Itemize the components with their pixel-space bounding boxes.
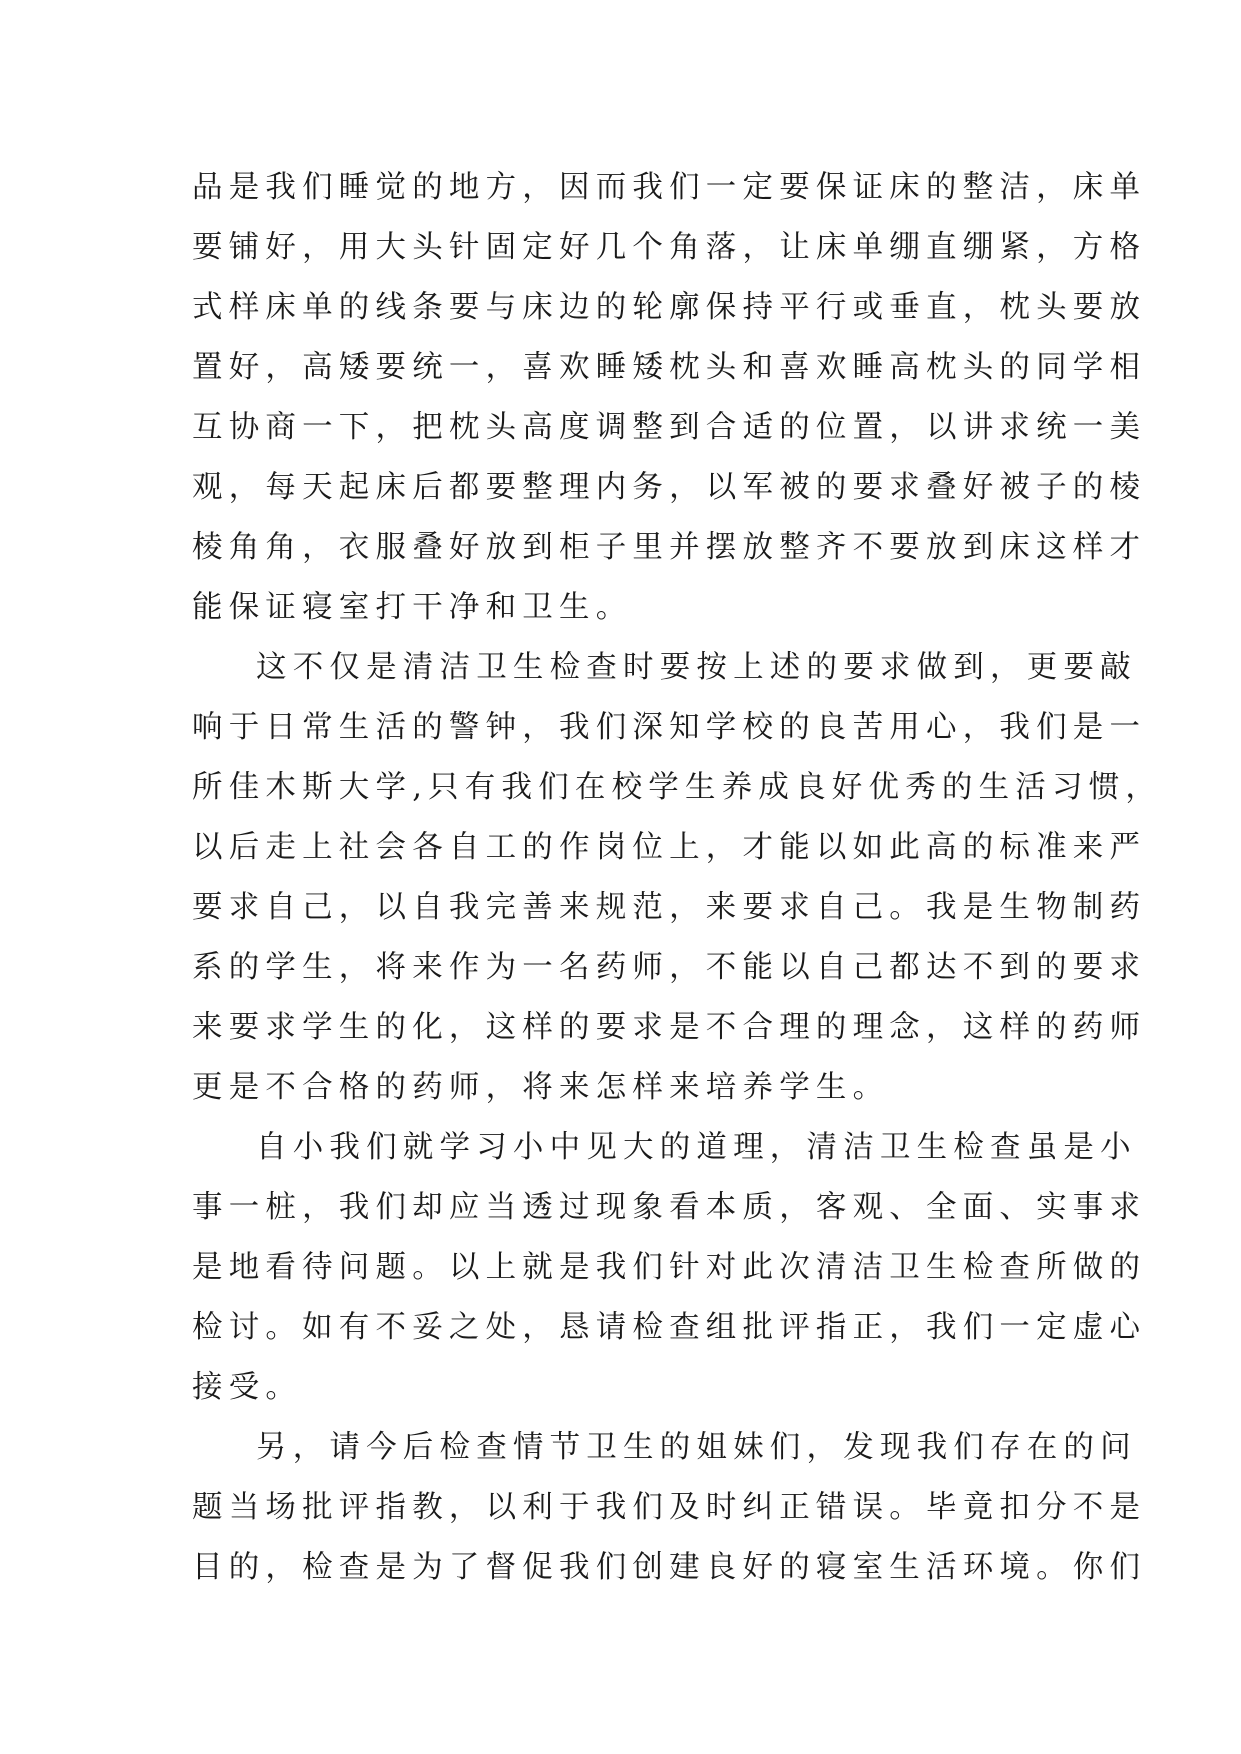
- text-line: 棱角角，衣服叠好放到柜子里并摆放整齐不要放到床这样才: [192, 530, 1147, 565]
- text-line: 响于日常生活的警钟，我们深知学校的良苦用心，我们是一: [192, 710, 1147, 745]
- text-line: 题当场批评指教，以利于我们及时纠正错误。毕竟扣分不是: [192, 1490, 1147, 1525]
- text-line: 接受。: [192, 1370, 303, 1405]
- text-line: 置好，高矮要统一，喜欢睡矮枕头和喜欢睡高枕头的同学相: [192, 350, 1147, 385]
- text-line: 要铺好，用大头针固定好几个角落，让床单绷直绷紧，方格: [192, 230, 1147, 265]
- text-line: 要求自己，以自我完善来规范，来要求自己。我是生物制药: [192, 890, 1147, 925]
- text-line: 更是不合格的药师，将来怎样来培养学生。: [192, 1070, 890, 1105]
- text-line: 观，每天起床后都要整理内务，以军被的要求叠好被子的棱: [192, 470, 1147, 505]
- text-line: 所佳木斯大学,只有我们在校学生养成良好优秀的生活习惯，: [192, 770, 1163, 805]
- paragraph-first-line: 另，请今后检查情节卫生的姐妹们，发现我们存在的问: [256, 1430, 1137, 1465]
- text-line: 是地看待问题。以上就是我们针对此次清洁卫生检查所做的: [192, 1250, 1147, 1285]
- text-line: 目的，检查是为了督促我们创建良好的寝室生活环境。你们: [192, 1550, 1147, 1585]
- text-line: 能保证寝室打干净和卫生。: [192, 590, 633, 625]
- text-line: 以后走上社会各自工的作岗位上，才能以如此高的标准来严: [192, 830, 1147, 865]
- paragraph-first-line: 这不仅是清洁卫生检查时要按上述的要求做到，更要敲: [256, 650, 1137, 685]
- text-line: 检讨。如有不妥之处，恳请检查组批评指正，我们一定虚心: [192, 1310, 1147, 1345]
- document-body: [192, 158, 1163, 1598]
- text-line: 事一桩，我们却应当透过现象看本质，客观、全面、实事求: [192, 1190, 1147, 1225]
- text-line: 互协商一下，把枕头高度调整到合适的位置，以讲求统一美: [192, 410, 1147, 445]
- text-line: 式样床单的线条要与床边的轮廓保持平行或垂直，枕头要放: [192, 290, 1147, 325]
- paragraph-first-line: 自小我们就学习小中见大的道理，清洁卫生检查虽是小: [256, 1130, 1137, 1165]
- text-line: 品是我们睡觉的地方，因而我们一定要保证床的整洁，床单: [192, 170, 1147, 205]
- text-line: 系的学生，将来作为一名药师，不能以自己都达不到的要求: [192, 950, 1147, 985]
- text-line: 来要求学生的化，这样的要求是不合理的理念，这样的药师: [192, 1010, 1147, 1045]
